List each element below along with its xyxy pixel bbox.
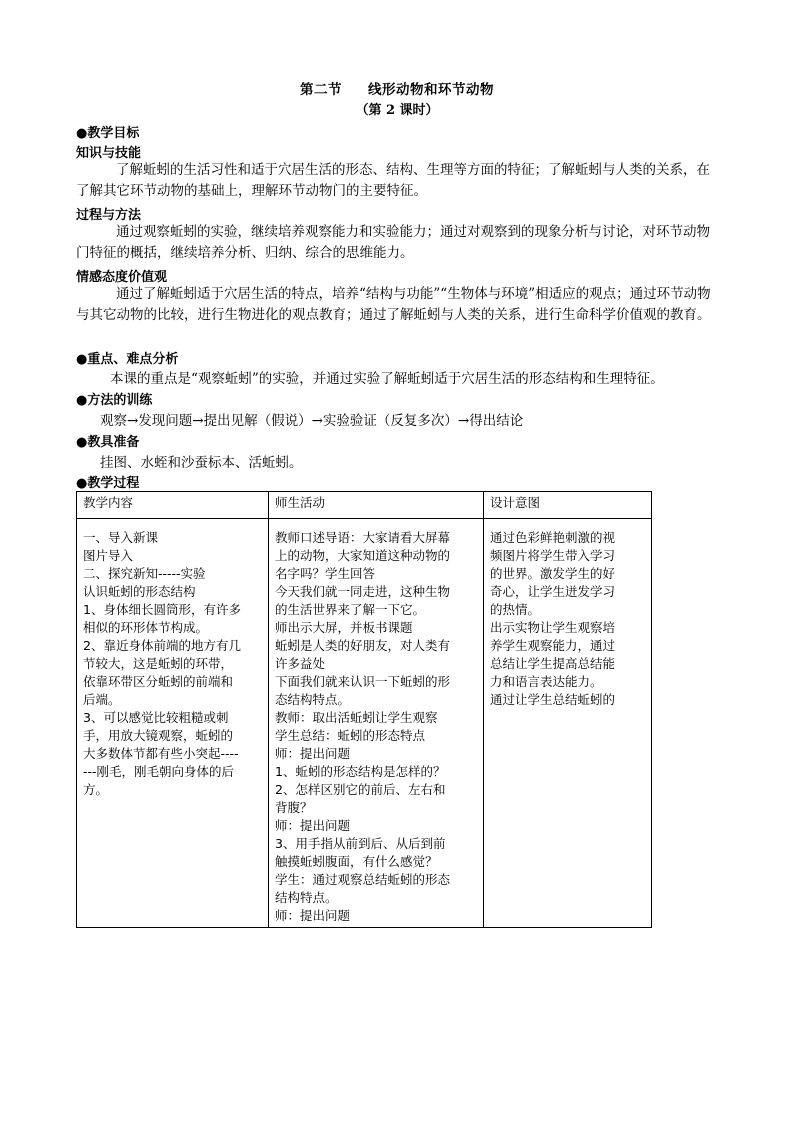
intent-line: 出示实物让学生观察培 bbox=[490, 620, 616, 635]
emotion-heading: 情感态度价值观 bbox=[76, 270, 168, 285]
activity-line: 2、怎样区别它的前后、左右和 bbox=[275, 782, 446, 797]
emotion-text: 通过了解蚯蚓适于穴居生活的特点，培养“结构与功能”“生物体与环境”相适应的观点；通过环节动物与其它动物的比较，进行生物进化的观点教育；通过了解蚯蚓与人类的关系，进行生命科学价值观的教育。 bbox=[76, 286, 711, 323]
activity-line: 1、蚯蚓的形态结构是怎样的？ bbox=[275, 764, 446, 779]
activity-cell bbox=[269, 519, 484, 928]
process-heading: 过程与方法 bbox=[76, 208, 142, 223]
header-activity: 师生活动 bbox=[269, 492, 484, 519]
content-line: 依靠环带区分蚯蚓的前端和 bbox=[83, 674, 234, 689]
content-line: 后端。 bbox=[83, 692, 121, 707]
objectives-heading: ●教学目标 bbox=[76, 126, 140, 141]
activity-line: 师出示大屏，并板书课题 bbox=[275, 620, 413, 635]
activity-line: 师：提出问题 bbox=[275, 746, 351, 761]
intent-line: 通过让学生总结蚯蚓的 bbox=[490, 692, 616, 707]
activity-line: 下面我们就来认识一下蚯蚓的形 bbox=[275, 674, 451, 689]
activity-line: 蚯蚓是人类的好朋友，对人类有 bbox=[275, 638, 451, 653]
activity-line: 的生活世界来了解一下它。 bbox=[275, 602, 426, 617]
tools-heading: ●教具准备 bbox=[76, 435, 140, 450]
activity-line: 学生：通过观察总结蚯蚓的形态 bbox=[275, 872, 451, 887]
content-line: 手，用放大镜观察，蚯蚓的 bbox=[83, 728, 234, 743]
content-line: 相似的环形体节构成。 bbox=[83, 620, 209, 635]
content-line: 大多数体节都有些小突起---- bbox=[83, 746, 239, 761]
content-line: 二、探究新知-----实验 bbox=[83, 566, 206, 581]
key-text: 本课的重点是“观察蚯蚓”的实验，并通过实验了解蚯蚓适于穴居生活的形态结构和生理特征。 bbox=[110, 371, 664, 387]
content-line: 3、可以感觉比较粗糙或刺 bbox=[83, 710, 229, 725]
content-line: 方。 bbox=[83, 782, 109, 797]
content-line: 2、靠近身体前端的地方有几 bbox=[83, 638, 241, 653]
activity-line: 触摸蚯蚓腹面，有什么感觉？ bbox=[275, 854, 438, 869]
process-table-heading: ●教学过程 bbox=[76, 476, 140, 491]
intent-cell bbox=[484, 519, 652, 928]
table-row bbox=[77, 519, 652, 928]
activity-line: 许多益处 bbox=[275, 656, 326, 671]
intent-line: 频图片将学生带入学习 bbox=[490, 548, 616, 563]
header-intent: 设计意图 bbox=[484, 492, 652, 519]
activity-line: 结构特点。 bbox=[275, 890, 338, 905]
table-header-row bbox=[77, 492, 652, 519]
key-heading: ●重点、难点分析 bbox=[76, 352, 179, 367]
activity-line: 今天我们就一同走进，这种生物 bbox=[275, 584, 451, 599]
content-cell bbox=[77, 519, 269, 928]
tools-text: 挂图、水蛭和沙蚕标本、活蚯蚓。 bbox=[100, 455, 303, 471]
intent-line: 的热情。 bbox=[490, 602, 541, 617]
activity-line: 教师口述导语：大家请看大屏幕 bbox=[275, 530, 451, 545]
method-heading: ●方法的训练 bbox=[76, 393, 153, 408]
content-line: 一、导入新课 bbox=[83, 530, 159, 545]
teaching-process-table bbox=[76, 491, 652, 928]
intent-line: 通过色彩鲜艳刺激的视 bbox=[490, 530, 616, 545]
content-line: 1、身体细长圆筒形，有许多 bbox=[83, 602, 241, 617]
activity-line: 态结构特点。 bbox=[275, 692, 351, 707]
page-subtitle: （第 2 课时） bbox=[355, 103, 439, 118]
activity-line: 师：提出问题 bbox=[275, 908, 351, 923]
activity-line: 3、用手指从前到后、从后到前 bbox=[275, 836, 446, 851]
activity-line: 学生总结：蚯蚓的形态特点 bbox=[275, 728, 426, 743]
content-line: ---刚毛，刚毛朝向身体的后 bbox=[83, 764, 235, 779]
intent-line: 养学生观察能力，通过 bbox=[490, 638, 616, 653]
method-text: 观察→发现问题→提出见解（假说）→实验验证（反复多次）→得出结论 bbox=[100, 413, 524, 429]
content-line: 图片导入 bbox=[83, 548, 134, 563]
intent-line: 的世界。激发学生的好 bbox=[490, 566, 616, 581]
intent-line: 奇心，让学生迸发学习 bbox=[490, 584, 616, 599]
activity-line: 名字吗？学生回答 bbox=[275, 566, 376, 581]
content-line: 节较大，这是蚯蚓的环带， bbox=[83, 656, 234, 671]
activity-line: 教师：取出活蚯蚓让学生观察 bbox=[275, 710, 438, 725]
activity-line: 上的动物，大家知道这种动物的 bbox=[275, 548, 451, 563]
knowledge-heading: 知识与技能 bbox=[76, 146, 142, 161]
header-content: 教学内容 bbox=[77, 492, 269, 519]
intent-line: 力和语言表达能力。 bbox=[490, 674, 603, 689]
page-title: 第二节 线形动物和环节动物 bbox=[300, 82, 494, 98]
activity-line: 背腹？ bbox=[275, 800, 313, 815]
intent-line: 总结让学生提高总结能 bbox=[490, 656, 616, 671]
process-text: 通过观察蚯蚓的实验，继续培养观察能力和实验能力；通过对观察到的现象分析与讨论，对环节动物门特征的概括，继续培养分析、归纳、综合的思维能力。 bbox=[76, 224, 710, 261]
knowledge-text: 了解蚯蚓的生活习性和适于穴居生活的形态、结构、生理等方面的特征；了解蚯蚓与人类的关系，在了解其它环节动物的基础上，理解环节动物门的主要特征。 bbox=[76, 162, 710, 199]
activity-line: 师：提出问题 bbox=[275, 818, 351, 833]
content-line: 认识蚯蚓的形态结构 bbox=[83, 584, 196, 599]
